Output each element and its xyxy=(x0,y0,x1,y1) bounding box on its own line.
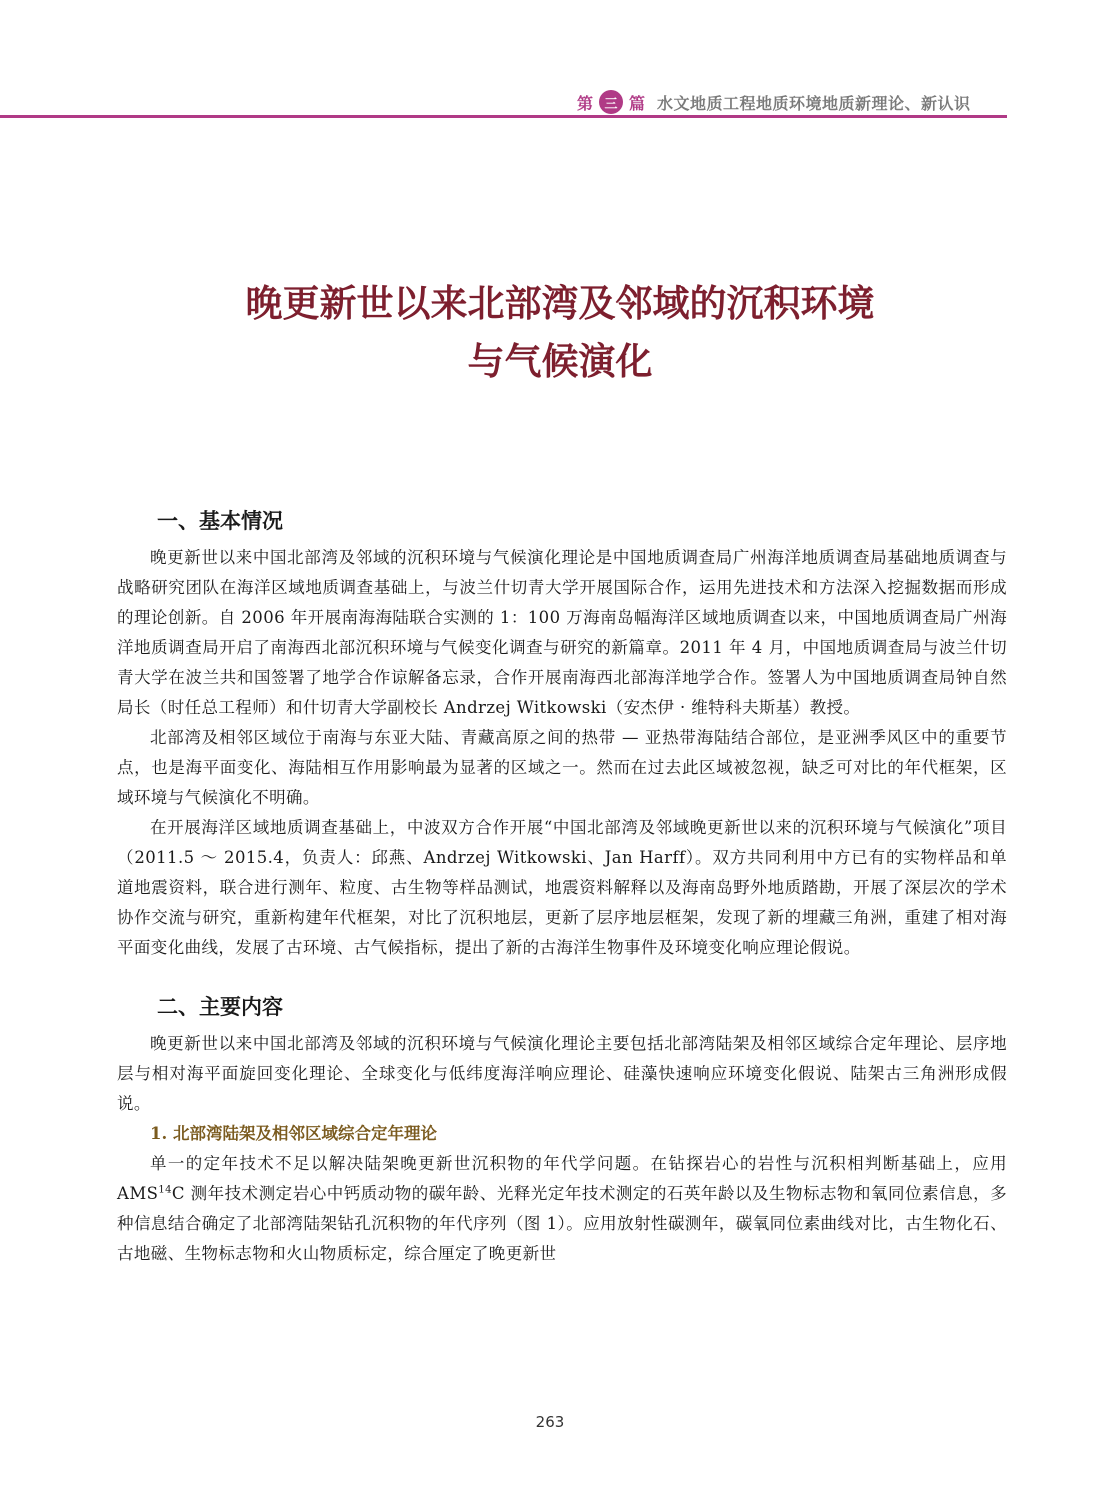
article-body xyxy=(117,505,1007,1269)
paragraph: 北部湾及相邻区域位于南海与东亚大陆、青藏高原之间的热带 — 亚热带海陆结合部位，是亚洲季风区中的重要节点，也是海平面变化、海陆相互作用影响最为显著的区域之一。然而在过去此区域被忽视，缺乏可对比的年代框架，区域环境与气候演化不明确。 xyxy=(117,728,1007,807)
part-title: 水文地质工程地质环境地质新理论、新认识 xyxy=(657,93,971,113)
part-suffix: 篇 xyxy=(629,93,646,113)
header-rule xyxy=(0,115,1007,118)
paragraph xyxy=(117,1149,1007,1269)
section-heading-basic: 一、基本情况 xyxy=(157,509,283,533)
text-run: C 测年技术测定岩心中钙质动物的碳年龄、光释光定年技术测定的石英年龄以及生物标志物和氧同位素信息，多种信息结合确定了北部湾陆架钻孔沉积物的年代序列（图 1）。应用放射性碳测年，碳氧同位素曲线对比，古生物化石、古地磁、生物标志物和火山物质标定，综合厘定了晚更新世 xyxy=(117,1184,1007,1263)
paragraph: 在开展海洋区域地质调查基础上，中波双方合作开展“中国北部湾及邻域晚更新世以来的沉积环境与气候演化”项目（2011.5 ～ 2015.4，负责人：邱燕、Andrzej Witkowski、Jan Harff）。双方共同利用中方已有的实物样品和单道地震资料，联合进行测年、粒度、古生物等样品测试，地震资料解释以及海南岛野外地质踏勘，开展了深层次的学术协作交流与研究，重新构建年代框架，对比了沉积地层，更新了层序地层框架，发现了新的埋藏三角洲，重建了相对海平面变化曲线，发展了古环境、古气候指标，提出了新的古海洋生物事件及环境变化响应理论假说。 xyxy=(117,818,1007,957)
superscript: 14 xyxy=(158,1184,172,1196)
paragraph: 晚更新世以来中国北部湾及邻域的沉积环境与气候演化理论是中国地质调查局广州海洋地质调查局基础地质调查与战略研究团队在海洋区域地质调查基础上，与波兰什切青大学开展国际合作，运用先进技术和方法深入挖掘数据而形成的理论创新。自 2006 年开展南海海陆联合实测的 1：100 万海南岛幅海洋区域地质调查以来，中国地质调查局广州海洋地质调查局开启了南海西北部沉积环境与气候变化调查与研究的新篇章。2011 年 4 月，中国地质调查局与波兰什切青大学在波兰共和国签署了地学合作谅解备忘录，合作开展南海西北部海洋地学合作。签署人为中国地质调查局钟自然局长（时任总工程师）和什切青大学副校长 Andrzej Witkowski（安杰伊 · 维特科夫斯基）教授。 xyxy=(117,548,1007,717)
title-line-1: 晚更新世以来北部湾及邻域的沉积环境 xyxy=(245,282,875,325)
running-header xyxy=(577,90,1007,114)
text-run: 单一的定年技术不足以解决陆架晚更新世沉积物的年代学问题。在钻探岩心的岩性与沉积相判断基础上，应用 AMS xyxy=(117,1154,1007,1203)
page-number: 263 xyxy=(535,1413,565,1431)
section-heading-main: 二、主要内容 xyxy=(157,995,283,1019)
title-line-2: 与气候演化 xyxy=(467,340,653,383)
part-prefix: 第 xyxy=(577,93,594,113)
subsection-heading: 1. 北部湾陆架及相邻区域综合定年理论 xyxy=(150,1124,437,1143)
article-title xyxy=(0,275,1100,391)
paragraph: 晚更新世以来中国北部湾及邻域的沉积环境与气候演化理论主要包括北部湾陆架及相邻区域综合定年理论、层序地层与相对海平面旋回变化理论、全球变化与低纬度海洋响应理论、硅藻快速响应环境变化假说、陆架古三角洲形成假说。 xyxy=(117,1034,1007,1113)
part-number-badge: 三 xyxy=(599,90,623,114)
